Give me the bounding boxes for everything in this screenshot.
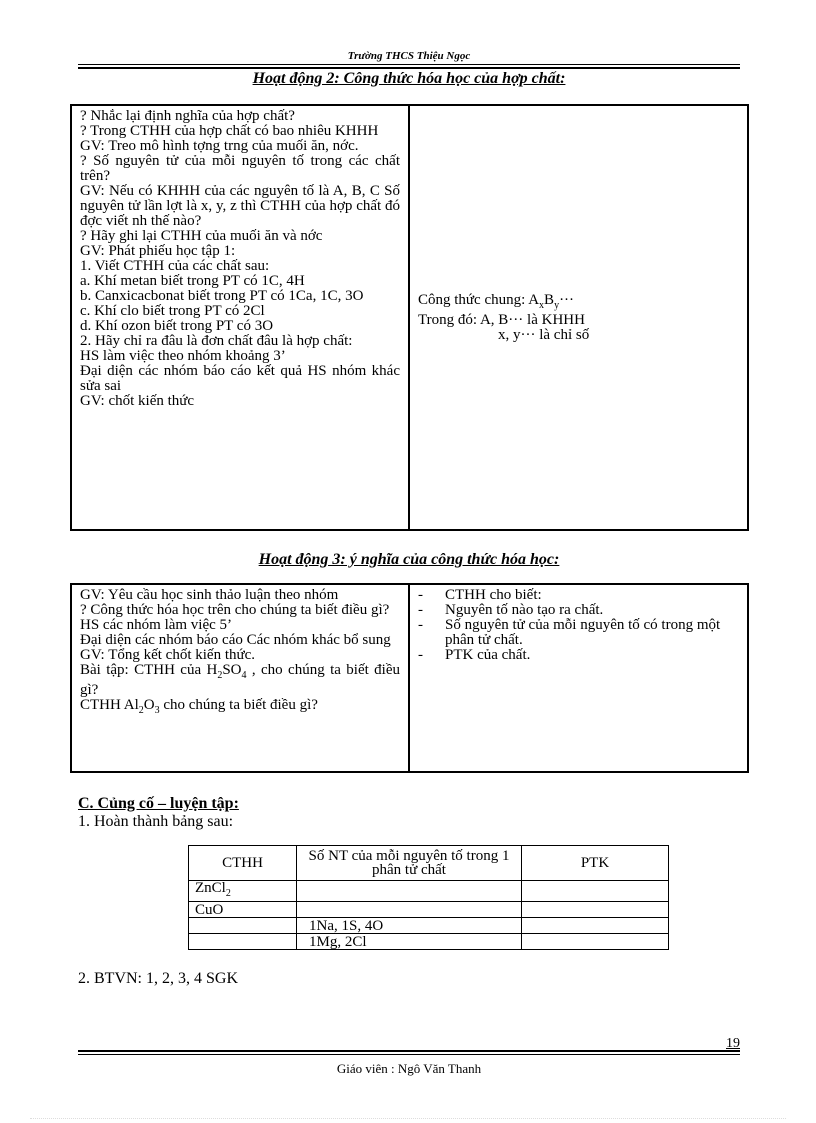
a3-line: GV: Tổng kết chốt kiến thức.: [80, 647, 256, 663]
meaning-text: Số nguyên tử của mỗi nguyên tố có trong một phân tử chất.: [445, 617, 721, 648]
cell-empty: [522, 934, 669, 950]
formula-prefix: Công thức chung: A: [418, 291, 540, 308]
a2-line: ? Số nguyên tử của mỗi nguyên tố trong các chất trên?: [80, 153, 400, 184]
meaning-text: Nguyên tố nào tạo ra chất.: [445, 602, 604, 618]
exercise-table-header: [189, 846, 669, 881]
exercise-table: [188, 845, 669, 950]
a2-line: 1. Viết CTHH của các chất sau:: [80, 258, 270, 274]
ex1-mid: SO: [222, 662, 242, 678]
formula-sub-y: y: [554, 299, 560, 311]
a2-line: ? Hãy ghi lại CTHH của muối ăn và nớc: [80, 228, 323, 244]
meaning-item: [418, 588, 739, 603]
a2-line: GV: Treo mô hình tợng trng của muối ăn, nớc.: [80, 138, 359, 154]
a3-line: GV: Yêu cầu học sinh thảo luận theo nhóm: [80, 587, 339, 603]
cell-cthh: CuO: [189, 902, 297, 918]
activity2-right-cell: [409, 105, 748, 530]
cell-empty: [297, 881, 522, 902]
a2-line: GV: Nếu có KHHH của các nguyên tố là A, B, C Số nguyên tử lần lợt là x, y, z thì CTHH của hợp chất đó đợc viết nh thế nào?: [80, 183, 400, 229]
meaning-text: PTK của chất.: [445, 647, 531, 663]
cell-empty: [189, 918, 297, 934]
activity3-table: [70, 583, 749, 773]
cell-empty: [297, 902, 522, 918]
a3-line: ? Công thức hóa học trên cho chúng ta biết điều gì?: [80, 602, 390, 618]
ex1-pre: Bài tập: CTHH của H: [80, 662, 218, 678]
a3-line: Đại diện các nhóm báo cáo Các nhóm khác bổ sung: [80, 632, 391, 648]
a2-line: d. Khí ozon biết trong PT có 3O: [80, 318, 274, 334]
a3-exercise-h2so4: [80, 663, 400, 698]
ex1-post: , cho chúng ta biết điều gì?: [80, 662, 400, 698]
cell-empty: [522, 881, 669, 902]
header-ptk: PTK: [522, 846, 669, 881]
ex2-sub-3: 3: [154, 705, 160, 716]
bullet-dash: -: [418, 647, 423, 663]
bullet-dash: -: [418, 587, 423, 603]
ex2-post: cho chúng ta biết điều gì?: [159, 697, 318, 713]
ex1-sub-4: 4: [241, 670, 247, 681]
page-number: 19: [726, 1036, 740, 1051]
ex1-sub-2: 2: [217, 670, 223, 681]
a3-line: HS các nhóm làm việc 5’: [80, 617, 233, 633]
a2-line: GV: Phát phiếu học tập 1:: [80, 243, 236, 259]
a2-line: Đại diện các nhóm báo cáo kết quả HS nhóm khác sửa sai: [80, 363, 400, 394]
activity3-title: Hoạt động 3: ý nghĩa của công thức hóa học:: [258, 551, 560, 568]
index-line: x, y··· là chỉ số: [498, 326, 590, 343]
a2-line: 2. Hãy chỉ ra đâu là đơn chất đâu là hợp chất:: [80, 333, 353, 349]
page-edge-dots: [30, 1118, 786, 1119]
formula-suffix: ···: [559, 291, 575, 308]
meaning-text: CTHH cho biết:: [445, 587, 542, 603]
bullet-dash: -: [418, 602, 423, 618]
cell-cthh: [189, 881, 297, 902]
ex2-pre: CTHH Al: [80, 697, 139, 713]
table-row: [189, 918, 669, 934]
meaning-item: [418, 618, 739, 648]
table-row: [189, 934, 669, 950]
activity2-title: Hoạt động 2: Công thức hóa học của hợp chất:: [252, 70, 566, 87]
activity3-right-cell: [409, 584, 748, 772]
header-cthh: CTHH: [189, 846, 297, 881]
ex2-mid: O: [143, 697, 155, 713]
a2-line: ? Trong CTHH của hợp chất có bao nhiêu KHHH: [80, 123, 379, 139]
activity2-table: [70, 104, 749, 531]
cell-empty: [522, 918, 669, 934]
formula-sub-x: x: [539, 299, 545, 311]
a3-exercise-al2o3: [80, 698, 400, 718]
footer-rule-thin: [78, 1054, 740, 1055]
cell-empty: [522, 902, 669, 918]
header-rule-thin: [78, 64, 740, 65]
table-row: [189, 881, 669, 902]
a2-line: GV: chốt kiến thức: [80, 393, 195, 409]
meaning-item: [418, 648, 739, 663]
a2-line: ? Nhắc lại định nghĩa của hợp chất?: [80, 108, 295, 124]
activity2-left-cell: [71, 105, 409, 530]
a2-line: a. Khí metan biết trong PT có 1C, 4H: [80, 273, 305, 289]
school-header: Trường THCS Thiệu Ngọc: [347, 50, 471, 62]
zncl-sub: 2: [225, 888, 231, 899]
task1-text: 1. Hoàn thành bảng sau:: [78, 813, 234, 830]
a2-line: HS làm việc theo nhóm khoảng 3’: [80, 348, 286, 364]
cell-atoms: 1Mg, 2Cl: [297, 934, 522, 950]
formula-b: B: [544, 291, 555, 308]
section-c-title: C. Củng cố – luyện tập:: [78, 795, 239, 812]
bullet-dash: -: [418, 617, 423, 633]
a2-line: b. Canxicacbonat biết trong PT có 1Ca, 1C, 3O: [80, 288, 364, 304]
meaning-item: [418, 603, 739, 618]
header-rule-thick: [78, 67, 740, 69]
homework-text: 2. BTVN: 1, 2, 3, 4 SGK: [78, 970, 239, 987]
general-formula: [418, 293, 739, 313]
teacher-footer: Giáo viên : Ngô Văn Thanh: [336, 1061, 482, 1076]
cell-empty: [189, 934, 297, 950]
header-so-nt: Số NT của mỗi nguyên tố trong 1 phân tử chất: [297, 846, 522, 881]
a2-line: c. Khí clo biết trong PT có 2Cl: [80, 303, 265, 319]
cell-atoms: 1Na, 1S, 4O: [297, 918, 522, 934]
zncl-text: ZnCl: [195, 880, 226, 896]
where-line: Trong đó: A, B··· là KHHH: [418, 311, 585, 328]
footer-rule-thick: [78, 1050, 740, 1052]
table-row: [189, 902, 669, 918]
activity3-left-cell: [71, 584, 409, 772]
ex2-sub-2: 2: [138, 705, 144, 716]
